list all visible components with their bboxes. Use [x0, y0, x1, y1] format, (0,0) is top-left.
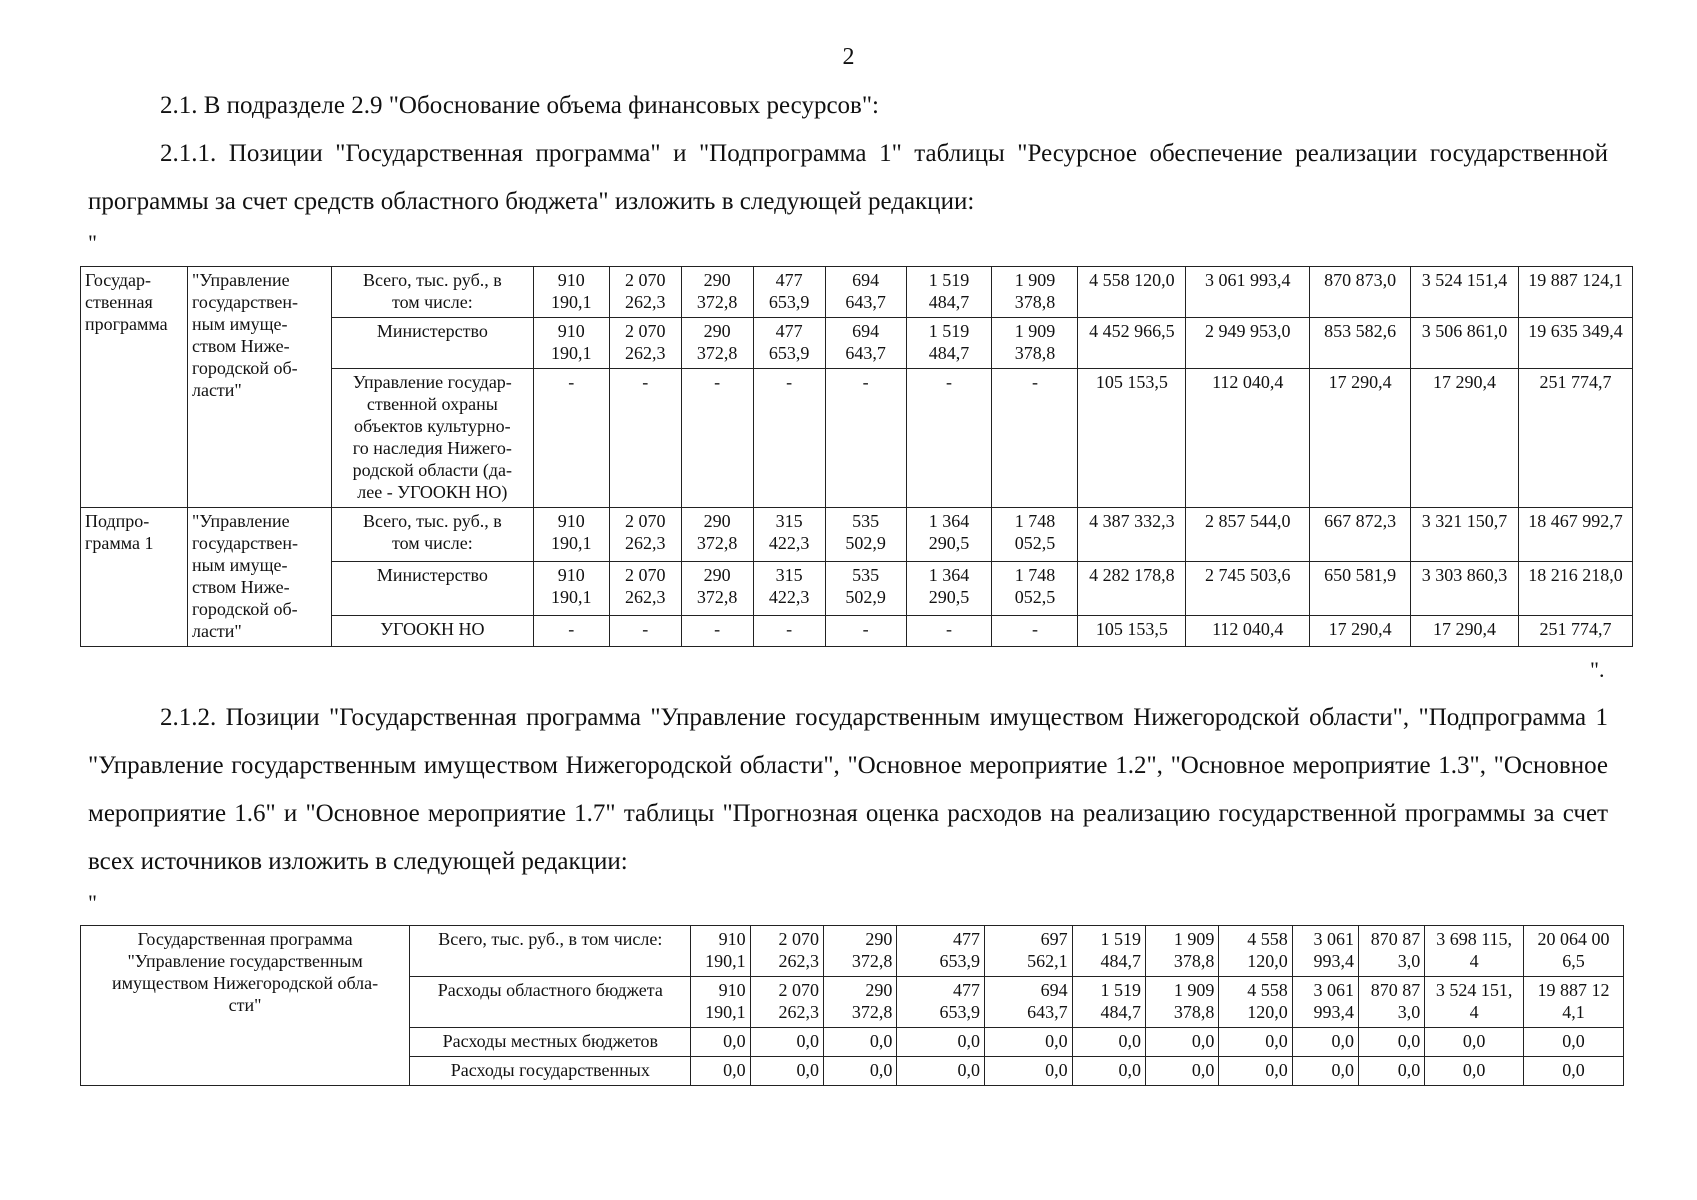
value-cell: 0,0 — [897, 1028, 985, 1057]
value-cell: 1 909 378,8 — [992, 318, 1078, 369]
value-cell: 290 372,8 — [681, 267, 753, 318]
value-cell: 477 653,9 — [753, 267, 825, 318]
value-cell: 290 372,8 — [681, 318, 753, 369]
value-cell: 477 653,9 — [753, 318, 825, 369]
value-cell: 1 364 290,5 — [906, 562, 992, 616]
value-cell: 0,0 — [750, 1028, 823, 1057]
value-cell: 1 909 378,8 — [1145, 926, 1218, 977]
value-cell: 1 519 484,7 — [1072, 977, 1145, 1028]
value-cell: - — [533, 369, 609, 508]
page-number: 2 — [842, 44, 855, 70]
funding-source-cell: УГООКН НО — [331, 616, 533, 647]
value-cell: 2 070 262,3 — [750, 926, 823, 977]
value-cell: 870 87 3,0 — [1358, 977, 1424, 1028]
value-cell: 315 422,3 — [753, 508, 825, 562]
value-cell: 477 653,9 — [897, 977, 985, 1028]
funding-source-cell: Министерство — [331, 562, 533, 616]
value-cell: - — [681, 369, 753, 508]
value-cell: 105 153,5 — [1078, 616, 1186, 647]
funding-source-cell: Управление государ- ственной охраны объектов культурно- го наследия Нижего- родской области (да- лее - УГООКН НО) — [331, 369, 533, 508]
value-cell: 0,0 — [984, 1028, 1072, 1057]
value-cell: 3 321 150,7 — [1411, 508, 1519, 562]
value-cell: 853 582,6 — [1310, 318, 1411, 369]
value-cell: - — [906, 369, 992, 508]
value-cell: 3 524 151,4 — [1411, 267, 1519, 318]
value-cell: 0,0 — [984, 1057, 1072, 1086]
value-cell: 3 506 861,0 — [1411, 318, 1519, 369]
value-cell: 694 643,7 — [825, 267, 906, 318]
value-cell: 112 040,4 — [1186, 616, 1310, 647]
value-cell: 0,0 — [1524, 1028, 1624, 1057]
program-label-cell: Государ- ственная программа — [81, 267, 188, 508]
value-cell: 2 070 262,3 — [609, 508, 681, 562]
paragraph-2-1-2: 2.1.2. Позиции "Государственная программа "Управление государственным имуществом Нижегородской области", "Подпрограмма 1 "Управление государственным имуществом Нижегородской области", "Основное мероприятие 1.2", "Основное мероприятие 1.3", "Основное мероприятие 1.6" и "Основное мероприятие 1.7" таблицы "Прогнозная оценка расходов на реализацию государственной программы за счет всех источников изложить в следующей редакции: — [88, 704, 1608, 875]
value-cell: 0,0 — [1524, 1057, 1624, 1086]
value-cell: 2 949 953,0 — [1186, 318, 1310, 369]
value-cell: 0,0 — [750, 1057, 823, 1086]
value-cell: 3 524 151, 4 — [1425, 977, 1524, 1028]
paragraph-2-1: 2.1. В подразделе 2.9 "Обоснование объема финансовых ресурсов": — [160, 92, 879, 119]
value-cell: 4 387 332,3 — [1078, 508, 1186, 562]
funding-source-cell: Расходы государственных — [410, 1057, 691, 1086]
opening-quote-1: " — [88, 230, 97, 255]
value-cell: - — [609, 369, 681, 508]
value-cell: 1 909 378,8 — [992, 267, 1078, 318]
funding-source-cell: Всего, тыс. руб., в том числе: — [331, 267, 533, 318]
value-cell: 2 070 262,3 — [609, 562, 681, 616]
value-cell: 3 303 860,3 — [1411, 562, 1519, 616]
value-cell: 650 581,9 — [1310, 562, 1411, 616]
value-cell: 1 519 484,7 — [906, 318, 992, 369]
value-cell: 0,0 — [1145, 1028, 1218, 1057]
value-cell: 870 87 3,0 — [1358, 926, 1424, 977]
value-cell: 0,0 — [691, 1057, 750, 1086]
value-cell: 477 653,9 — [897, 926, 985, 977]
value-cell: 1 748 052,5 — [992, 562, 1078, 616]
value-cell: - — [825, 369, 906, 508]
value-cell: 4 558 120,0 — [1219, 977, 1292, 1028]
value-cell: 535 502,9 — [825, 508, 906, 562]
table-row — [81, 508, 1633, 562]
value-cell: 1 519 484,7 — [1072, 926, 1145, 977]
value-cell: 20 064 00 6,5 — [1524, 926, 1624, 977]
value-cell: 17 290,4 — [1411, 616, 1519, 647]
value-cell: 1 909 378,8 — [1145, 977, 1218, 1028]
value-cell: 910 190,1 — [533, 267, 609, 318]
value-cell: 910 190,1 — [691, 977, 750, 1028]
value-cell: 0,0 — [691, 1028, 750, 1057]
value-cell: - — [533, 616, 609, 647]
funding-source-cell: Расходы местных бюджетов — [410, 1028, 691, 1057]
value-cell: 0,0 — [1425, 1028, 1524, 1057]
table-row — [81, 926, 1624, 977]
value-cell: - — [825, 616, 906, 647]
value-cell: 2 857 544,0 — [1186, 508, 1310, 562]
value-cell: 694 643,7 — [984, 977, 1072, 1028]
value-cell: 910 190,1 — [533, 508, 609, 562]
value-cell: 290 372,8 — [823, 926, 896, 977]
value-cell: - — [906, 616, 992, 647]
forecast-table-all-sources — [80, 925, 1624, 1086]
value-cell: 290 372,8 — [681, 562, 753, 616]
value-cell: 0,0 — [1219, 1057, 1292, 1086]
funding-source-cell: Всего, тыс. руб., в том числе: — [331, 508, 533, 562]
value-cell: 910 190,1 — [533, 318, 609, 369]
value-cell: 535 502,9 — [825, 562, 906, 616]
value-cell: 315 422,3 — [753, 562, 825, 616]
value-cell: 0,0 — [897, 1057, 985, 1086]
opening-quote-2: " — [88, 890, 97, 915]
value-cell: 0,0 — [1425, 1057, 1524, 1086]
program-label-cell: Государственная программа "Управление государственным имуществом Нижегородской обла- сти" — [81, 926, 410, 1086]
value-cell: 4 282 178,8 — [1078, 562, 1186, 616]
value-cell: 17 290,4 — [1310, 369, 1411, 508]
value-cell: 251 774,7 — [1519, 369, 1633, 508]
value-cell: 17 290,4 — [1411, 369, 1519, 508]
program-name-cell: "Управление государствен- ным имуще- ством Ниже- городской об- ласти" — [187, 508, 331, 647]
program-label-cell: Подпро- грамма 1 — [81, 508, 188, 647]
value-cell: - — [753, 369, 825, 508]
value-cell: - — [753, 616, 825, 647]
value-cell: 0,0 — [1145, 1057, 1218, 1086]
value-cell: 2 070 262,3 — [609, 318, 681, 369]
funding-source-cell: Министерство — [331, 318, 533, 369]
funding-source-cell: Всего, тыс. руб., в том числе: — [410, 926, 691, 977]
value-cell: 4 558 120,0 — [1078, 267, 1186, 318]
value-cell: - — [992, 369, 1078, 508]
value-cell: 697 562,1 — [984, 926, 1072, 977]
value-cell: 18 216 218,0 — [1519, 562, 1633, 616]
value-cell: 1 364 290,5 — [906, 508, 992, 562]
value-cell: 19 635 349,4 — [1519, 318, 1633, 369]
value-cell: 18 467 992,7 — [1519, 508, 1633, 562]
value-cell: 0,0 — [1219, 1028, 1292, 1057]
value-cell: 290 372,8 — [681, 508, 753, 562]
value-cell: 0,0 — [1072, 1028, 1145, 1057]
value-cell: - — [609, 616, 681, 647]
value-cell: 0,0 — [823, 1028, 896, 1057]
value-cell: 0,0 — [1358, 1057, 1424, 1086]
value-cell: 290 372,8 — [823, 977, 896, 1028]
paragraph-2-1-1: 2.1.1. Позиции "Государственная программа" и "Подпрограмма 1" таблицы "Ресурсное обеспечение реализации государственной программы за счет средств областного бюджета" изложить в следующей редакции: — [88, 140, 1608, 215]
value-cell: 3 061 993,4 — [1292, 977, 1358, 1028]
value-cell: 3 698 115, 4 — [1425, 926, 1524, 977]
program-name-cell: "Управление государствен- ным имуще- ством Ниже- городской об- ласти" — [187, 267, 331, 508]
value-cell: 910 190,1 — [691, 926, 750, 977]
table-row — [81, 267, 1633, 318]
value-cell: 2 745 503,6 — [1186, 562, 1310, 616]
value-cell: 105 153,5 — [1078, 369, 1186, 508]
value-cell: 19 887 124,1 — [1519, 267, 1633, 318]
value-cell: 0,0 — [1292, 1028, 1358, 1057]
value-cell: 0,0 — [1292, 1057, 1358, 1086]
closing-quote-1: ". — [1590, 657, 1605, 682]
resource-table-regional-budget — [80, 266, 1633, 647]
value-cell: 3 061 993,4 — [1292, 926, 1358, 977]
value-cell: 4 558 120,0 — [1219, 926, 1292, 977]
value-cell: 17 290,4 — [1310, 616, 1411, 647]
value-cell: 0,0 — [1358, 1028, 1424, 1057]
value-cell: 3 061 993,4 — [1186, 267, 1310, 318]
value-cell: 694 643,7 — [825, 318, 906, 369]
value-cell: 0,0 — [1072, 1057, 1145, 1086]
value-cell: 667 872,3 — [1310, 508, 1411, 562]
value-cell: - — [681, 616, 753, 647]
value-cell: 0,0 — [823, 1057, 896, 1086]
value-cell: 910 190,1 — [533, 562, 609, 616]
funding-source-cell: Расходы областного бюджета — [410, 977, 691, 1028]
value-cell: 251 774,7 — [1519, 616, 1633, 647]
value-cell: 2 070 262,3 — [750, 977, 823, 1028]
value-cell: 2 070 262,3 — [609, 267, 681, 318]
value-cell: 870 873,0 — [1310, 267, 1411, 318]
value-cell: 4 452 966,5 — [1078, 318, 1186, 369]
value-cell: 1 748 052,5 — [992, 508, 1078, 562]
value-cell: 1 519 484,7 — [906, 267, 992, 318]
value-cell: 19 887 12 4,1 — [1524, 977, 1624, 1028]
value-cell: - — [992, 616, 1078, 647]
value-cell: 112 040,4 — [1186, 369, 1310, 508]
